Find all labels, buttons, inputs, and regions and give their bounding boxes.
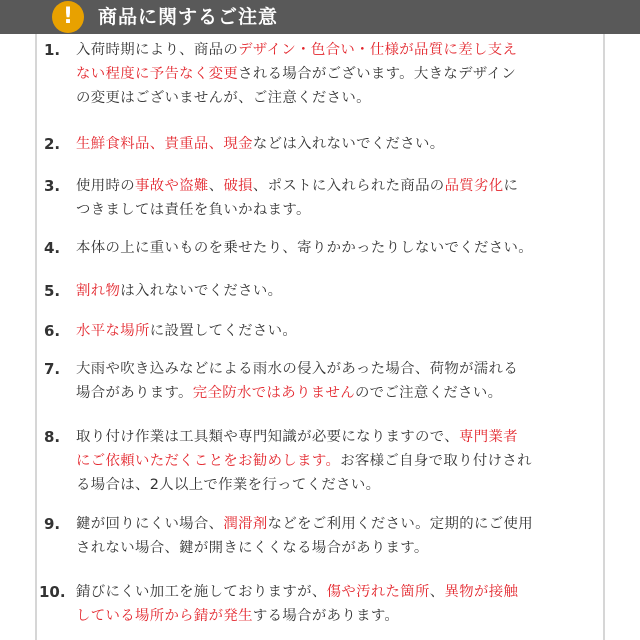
text-segment: 場合があります。	[76, 385, 193, 401]
highlighted-text: 生鮮食料品、貴重品、現金	[76, 136, 253, 152]
item-number: 8.	[44, 428, 61, 446]
highlighted-text: 品質劣化	[444, 178, 504, 194]
notice-item-4	[0, 236, 640, 257]
text-segment: に設置してください。	[149, 323, 298, 339]
highlighted-text: 完全防水ではありません	[192, 385, 355, 401]
highlighted-text: 破損	[223, 178, 253, 194]
text-segment: 使用時の	[76, 178, 135, 194]
highlighted-text: 専門業者	[458, 429, 518, 445]
item-text-line	[76, 425, 518, 449]
item-number: 10.	[39, 583, 66, 601]
notice-item-7	[0, 357, 640, 401]
text-segment: 錆びにくい加工を施しておりますが、	[76, 584, 327, 600]
item-text-line	[76, 604, 399, 628]
highlighted-text: ない程度に予告なく変更	[76, 66, 239, 82]
highlighted-text: 割れ物	[76, 283, 121, 299]
notice-item-9	[0, 512, 640, 556]
item-number: 5.	[44, 282, 61, 300]
notice-item-1	[0, 38, 640, 106]
highlighted-text: 異物が接触	[444, 584, 519, 600]
text-segment: 大雨や吹き込みなどによる雨水の侵入があった場合、荷物が濡れる	[76, 361, 519, 377]
item-text-line	[76, 174, 518, 198]
item-text-line	[76, 449, 532, 473]
item-number: 9.	[44, 515, 61, 533]
text-segment: 、	[429, 584, 445, 600]
text-segment: に	[503, 178, 519, 194]
highlighted-text: している場所から錆が発生	[76, 608, 253, 624]
item-number: 7.	[44, 360, 61, 378]
item-text-line	[76, 319, 297, 343]
text-segment: 鍵が回りにくい場合、	[76, 516, 224, 532]
item-text-line	[76, 536, 429, 560]
notice-item-5	[0, 279, 640, 300]
item-number: 1.	[44, 41, 61, 59]
item-text-line	[76, 279, 282, 303]
text-segment: 、ポストに入れられた商品の	[252, 178, 445, 194]
header-title: 商品に関するご注意	[98, 6, 279, 28]
highlighted-text: 潤滑剤	[223, 516, 268, 532]
notice-item-10	[0, 580, 640, 624]
text-segment: する場合があります。	[252, 608, 400, 624]
warning-exclamation-icon: !	[52, 1, 84, 33]
text-segment: 、	[208, 178, 224, 194]
text-segment: などは入れないでください。	[252, 136, 445, 152]
notice-item-6	[0, 319, 640, 340]
text-segment: お客様ご自身で取り付けされ	[340, 453, 532, 469]
text-segment: つきましては責任を負いかねます。	[76, 202, 311, 218]
item-number: 4.	[44, 239, 61, 257]
notice-item-8	[0, 425, 640, 493]
item-number: 3.	[44, 177, 61, 195]
text-segment: 取り付け作業は工具類や専門知識が必要になりますので、	[76, 429, 459, 445]
text-segment: のでご注意ください。	[354, 385, 503, 401]
item-text-line	[76, 473, 380, 497]
text-segment: される場合がございます。大きなデザイン	[238, 66, 517, 82]
item-text-line	[76, 62, 516, 86]
item-number: 2.	[44, 135, 61, 153]
item-text-line	[76, 381, 502, 405]
item-text-line	[76, 512, 533, 536]
item-text-line	[76, 357, 518, 381]
item-text-line	[76, 198, 311, 222]
item-text-line	[76, 132, 445, 156]
highlighted-text: にご依頼いただくことをお勧めします。	[76, 453, 341, 469]
text-segment: の変更はございませんが、ご注意ください。	[76, 90, 371, 106]
notice-item-2	[0, 132, 640, 153]
item-text-line	[76, 580, 518, 604]
text-segment: は入れないでください。	[120, 283, 283, 299]
text-segment: されない場合、鍵が開きにくくなる場合があります。	[76, 540, 429, 556]
text-segment: 入荷時期により、商品の	[76, 42, 239, 58]
item-number: 6.	[44, 322, 61, 340]
text-segment: などをご利用ください。定期的にご使用	[267, 516, 533, 532]
item-text-line	[76, 236, 533, 260]
highlighted-text: デザイン・色合い・仕様が品質に差し支え	[238, 42, 518, 58]
highlighted-text: 傷や汚れた箇所	[326, 584, 430, 600]
item-text-line	[76, 38, 517, 62]
text-segment: る場合は、2人以上で作業を行ってください。	[76, 477, 381, 493]
highlighted-text: 水平な場所	[76, 323, 150, 339]
highlighted-text: 事故や盗難	[134, 178, 209, 194]
text-segment: 本体の上に重いものを乗せたり、寄りかかったりしないでください。	[76, 240, 533, 256]
notice-item-3	[0, 174, 640, 218]
item-text-line	[76, 86, 371, 110]
notice-header	[0, 0, 640, 34]
